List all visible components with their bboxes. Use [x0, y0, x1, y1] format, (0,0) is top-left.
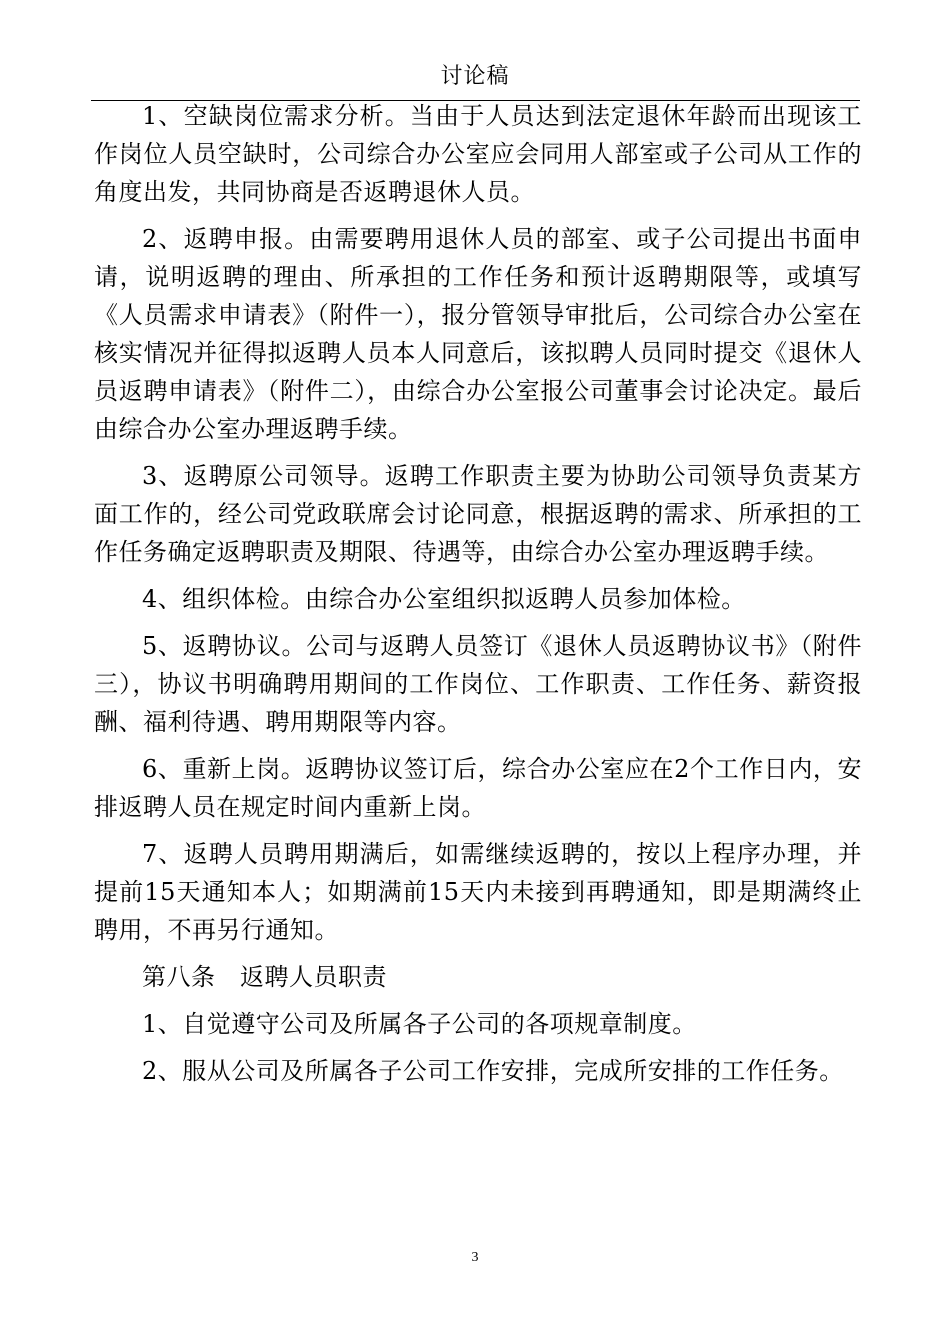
- header-title: 讨论稿: [440, 64, 510, 89]
- paragraph-term-expiry: 7、返聘人员聘用期满后，如需继续返聘的，按以上程序办理，并提前15天通知本人；如期满前15天内未接到再聘通知，即是期满终止聘用，不再另行通知。: [94, 840, 862, 944]
- paragraph-health-check: 4、组织体检。由综合办公室组织拟返聘人员参加体检。: [142, 585, 746, 613]
- paragraph-duty-2: 2、服从公司及所属各子公司工作安排，完成所安排的工作任务。: [142, 1057, 844, 1085]
- paragraph-rehire-application: 2、返聘申报。由需要聘用退休人员的部室、或子公司提出书面申请，说明返聘的理由、所承担的工作任务和预计返聘期限等，或填写《人员需求申请表》（附件一），报分管领导审批后，公司综合办公室在核实情况并征得拟返聘人员本人同意后，该拟聘人员同时提交《退休人员返聘申请表》（附件二），由综合办公室报公司董事会讨论决定。最后由综合办公室办理返聘手续。: [94, 225, 862, 443]
- page-number: 3: [471, 1250, 479, 1265]
- paragraph-vacancy-analysis: 1、空缺岗位需求分析。当由于人员达到法定退休年龄而出现该工作岗位人员空缺时，公司综合办公室应会同用人部室或子公司从工作的角度出发，共同协商是否返聘退休人员。: [94, 102, 862, 206]
- paragraph-rehire-agreement: 5、返聘协议。公司与返聘人员签订《退休人员返聘协议书》（附件三），协议书明确聘用期间的工作岗位、工作职责、工作任务、薪资报酬、福利待遇、聘用期限等内容。: [94, 632, 862, 736]
- document-body: [94, 97, 862, 1099]
- article-8-heading: 第八条 返聘人员职责: [142, 963, 387, 991]
- paragraph-return-to-post: 6、重新上岗。返聘协议签订后，综合办公室应在2个工作日内，安排返聘人员在规定时间内重新上岗。: [94, 755, 862, 821]
- paragraph-duty-1: 1、自觉遵守公司及所属各子公司的各项规章制度。: [142, 1010, 697, 1038]
- paragraph-rehire-former-leaders: 3、返聘原公司领导。返聘工作职责主要为协助公司领导负责某方面工作的，经公司党政联席会讨论同意，根据返聘的需求、所承担的工作任务确定返聘职责及期限、待遇等，由综合办公室办理返聘手续。: [94, 462, 862, 566]
